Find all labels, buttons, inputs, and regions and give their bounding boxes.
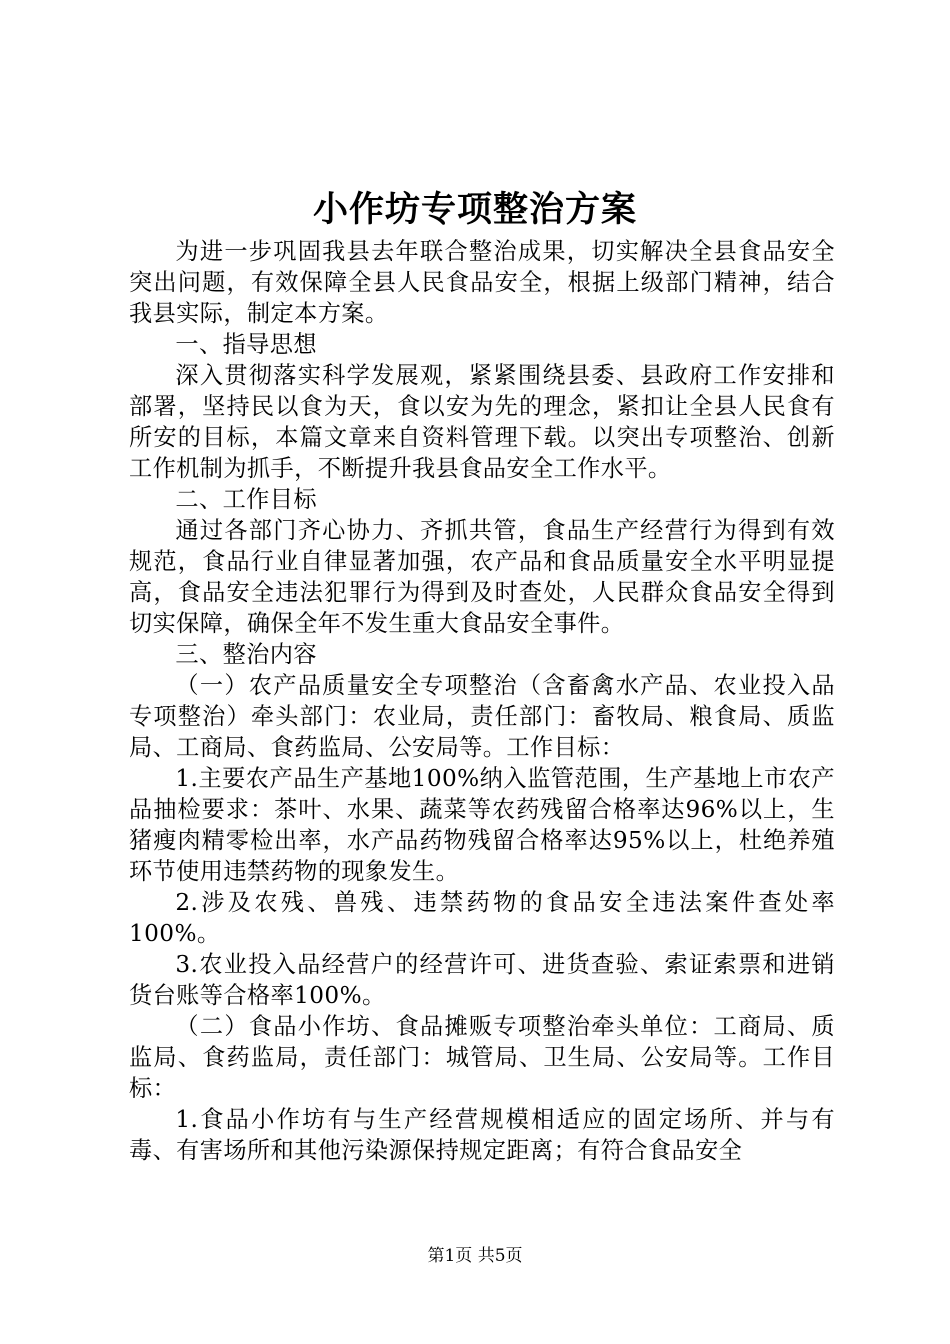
document-title: 小作坊专项整治方案	[312, 189, 637, 230]
agri-goal-item-3: 3.农业投入品经营户的经营许可、进货查验、索证索票和进销货台账等合格率100%。	[129, 951, 835, 1009]
document-body	[129, 236, 835, 1166]
guiding-ideology-paragraph: 深入贯彻落实科学发展观，紧紧围绕县委、县政府工作安排和部署，坚持民以食为天，食以安为先的理念，紧扣让全县人民食有所安的目标，本篇文章来自资料管理下载。以突出专项整治、创新工作机制为抓手，不断提升我县食品安全工作水平。	[129, 362, 835, 482]
agri-goal-item-1: 1.主要农产品生产基地100%纳入监管范围，生产基地上市农产品抽检要求：茶叶、水果、蔬菜等农药残留合格率达96%以上，生猪瘦肉精零检出率，水产品药物残留合格率达95%以上，杜绝养殖环节使用违禁药物的现象发生。	[129, 765, 835, 885]
work-goals-paragraph: 通过各部门齐心协力、齐抓共管，食品生产经营行为得到有效规范，食品行业自律显著加强，农产品和食品质量安全水平明显提高，食品安全违法犯罪行为得到及时查处，人民群众食品安全得到切实保障，确保全年不发生重大食品安全事件。	[129, 517, 835, 637]
section-heading-guiding-ideology: 一、指导思想	[175, 331, 317, 358]
subsection-agricultural-products: （一）农产品质量安全专项整治（含畜禽水产品、农业投入品专项整治）牵头部门：农业局，责任部门：畜牧局、粮食局、质监局、工商局、食药监局、公安局等。工作目标：	[129, 672, 835, 761]
agri-goal-item-2: 2.涉及农残、兽残、违禁药物的食品安全违法案件查处率100%。	[129, 889, 835, 947]
workshop-goal-item-1: 1.食品小作坊有与生产经营规模相适应的固定场所、并与有毒、有害场所和其他污染源保持规定距离；有符合食品安全	[129, 1106, 835, 1164]
section-heading-rectification-content: 三、整治内容	[175, 641, 317, 668]
section-heading-work-goals: 二、工作目标	[175, 486, 317, 513]
page-footer: 第1页 共5页	[427, 1246, 523, 1266]
intro-paragraph: 为进一步巩固我县去年联合整治成果，切实解决全县食品安全突出问题，有效保障全县人民食品安全，根据上级部门精神，结合我县实际，制定本方案。	[129, 238, 835, 327]
subsection-small-workshops: （二）食品小作坊、食品摊贩专项整治牵头单位：工商局、质监局、食药监局，责任部门：城管局、卫生局、公安局等。工作目标：	[129, 1013, 835, 1102]
